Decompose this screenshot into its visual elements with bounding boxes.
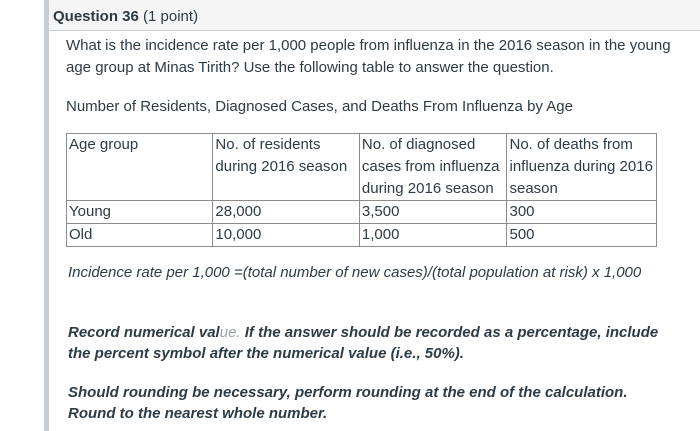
header-deaths: No. of deaths from influenza during 2016 season bbox=[507, 134, 657, 201]
record-text-faded: ue. bbox=[219, 324, 241, 341]
cell-age-group: Old bbox=[67, 224, 213, 247]
question-left-border bbox=[44, 0, 49, 431]
question-points: (1 point) bbox=[143, 8, 199, 25]
influenza-table bbox=[66, 133, 657, 247]
cell-diagnosed: 1,000 bbox=[359, 224, 507, 247]
record-text-a: Record numerical val bbox=[68, 324, 220, 341]
rounding-instructions: Should rounding be necessary, perform rounding at the end of the calculation. Round to the nearest whole number. bbox=[68, 384, 628, 422]
record-instructions bbox=[68, 322, 668, 364]
cell-residents: 28,000 bbox=[213, 201, 360, 224]
question-prompt: What is the incidence rate per 1,000 people from influenza in the 2016 season in the young age group at Minas Tirith? Use the following table to answer the question. bbox=[66, 37, 671, 76]
header-residents: No. of residents during 2016 season bbox=[213, 134, 360, 201]
table-header-row bbox=[67, 134, 657, 201]
table-row bbox=[67, 201, 657, 224]
incidence-formula: Incidence rate per 1,000 =(total number of new cases)/(total population at risk) x 1,000 bbox=[68, 264, 642, 281]
table-row bbox=[67, 224, 657, 247]
header-diagnosed: No. of diagnosed cases from influenza during 2016 season bbox=[359, 134, 507, 201]
cell-age-group: Young bbox=[67, 201, 213, 224]
table-title: Number of Residents, Diagnosed Cases, and Deaths From Influenza by Age bbox=[66, 98, 573, 115]
cell-diagnosed: 3,500 bbox=[359, 201, 507, 224]
cell-deaths: 500 bbox=[507, 224, 657, 247]
header-age-group: Age group bbox=[67, 134, 213, 201]
cell-residents: 10,000 bbox=[213, 224, 360, 247]
question-title bbox=[53, 8, 198, 25]
record-text-b: If the answer should be recorded as a percentage, include the percent symbol after the numerical value (i.e., 50%). bbox=[68, 324, 659, 362]
question-label: Question 36 bbox=[53, 8, 139, 25]
cell-deaths: 300 bbox=[507, 201, 657, 224]
